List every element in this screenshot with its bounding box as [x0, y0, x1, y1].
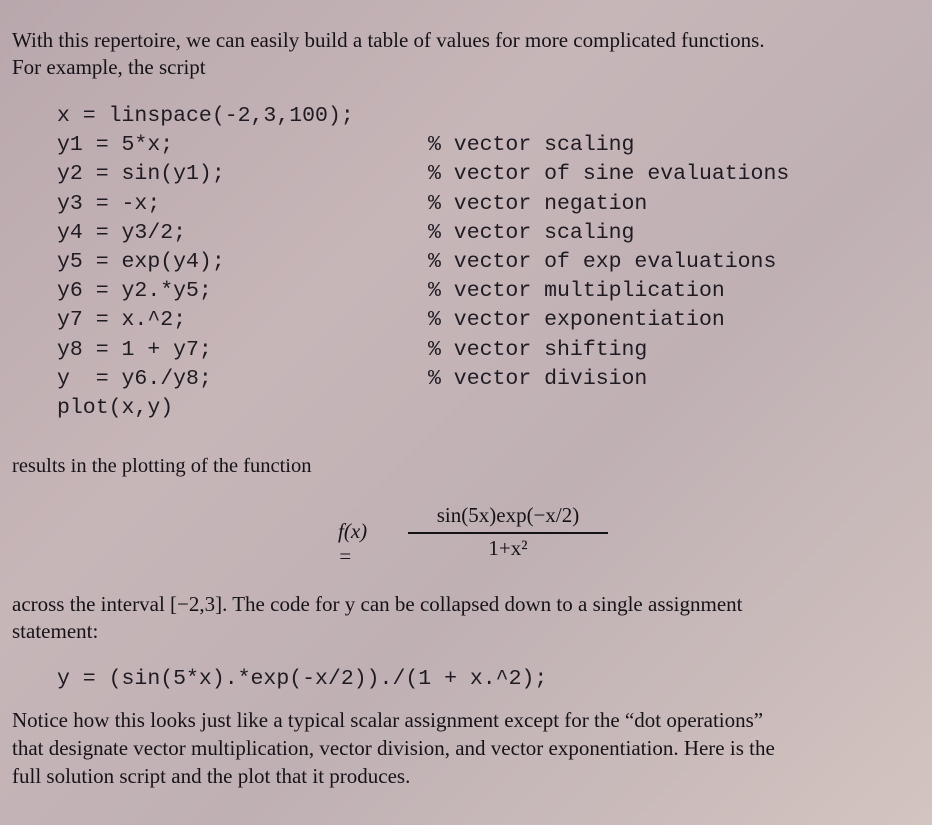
notice-line-1: Notice how this looks just like a typical scalar assignment except for the “dot operations” [12, 708, 764, 732]
formula-numerator: sin(5x)exp(−x/2) [436, 503, 580, 527]
code-comment: % vector scaling [428, 220, 635, 245]
intro-line-2: For example, the script [12, 55, 206, 79]
code-comment: % vector scaling [428, 133, 635, 158]
code-comment: % vector multiplication [428, 279, 725, 304]
code-comment: % vector exponentiation [428, 308, 725, 333]
formula-fraction [408, 503, 608, 560]
code-line: y = y6./y8; [57, 366, 212, 391]
code-line: plot(x,y) [57, 396, 174, 420]
fraction-bar [408, 532, 608, 534]
intro-line-1: With this repertoire, we can easily build a table of values for more complicated functions. [12, 28, 765, 52]
code-line: y6 = y2.*y5; [57, 279, 212, 304]
formula-denominator: 1+x² [488, 536, 528, 560]
across-line-2: statement: [12, 619, 99, 643]
code-comment: % vector of exp evaluations [428, 250, 777, 274]
code-comment: % vector of sine evaluations [428, 162, 790, 187]
formula-lhs: f(x) = [338, 519, 368, 568]
code-comment: % vector shifting [428, 337, 648, 362]
single-assignment-code: y = (sin(5*x).*exp(-x/2))./(1 + x.^2); [57, 667, 548, 691]
code-line: y8 = 1 + y7; [57, 337, 212, 362]
code-comment: % vector division [428, 366, 648, 391]
across-line-1: across the interval [−2,3]. The code for y can be collapsed down to a single assignment [12, 592, 743, 616]
code-line: y7 = x.^2; [57, 308, 187, 333]
code-line: y3 = -x; [57, 191, 161, 216]
notice-line-3: full solution script and the plot that it produces. [12, 764, 411, 788]
code-line: x = linspace(-2,3,100); [57, 104, 354, 128]
code-line: y2 = sin(y1); [57, 162, 225, 187]
code-line: y5 = exp(y4); [57, 250, 225, 274]
code-line: y4 = y3/2; [57, 220, 187, 245]
results-text: results in the plotting of the function [12, 455, 312, 477]
code-line: y1 = 5*x; [57, 133, 174, 158]
code-comment: % vector negation [428, 191, 648, 216]
notice-line-2: that designate vector multiplication, vector division, and vector exponentiation. Here is the [12, 736, 775, 760]
